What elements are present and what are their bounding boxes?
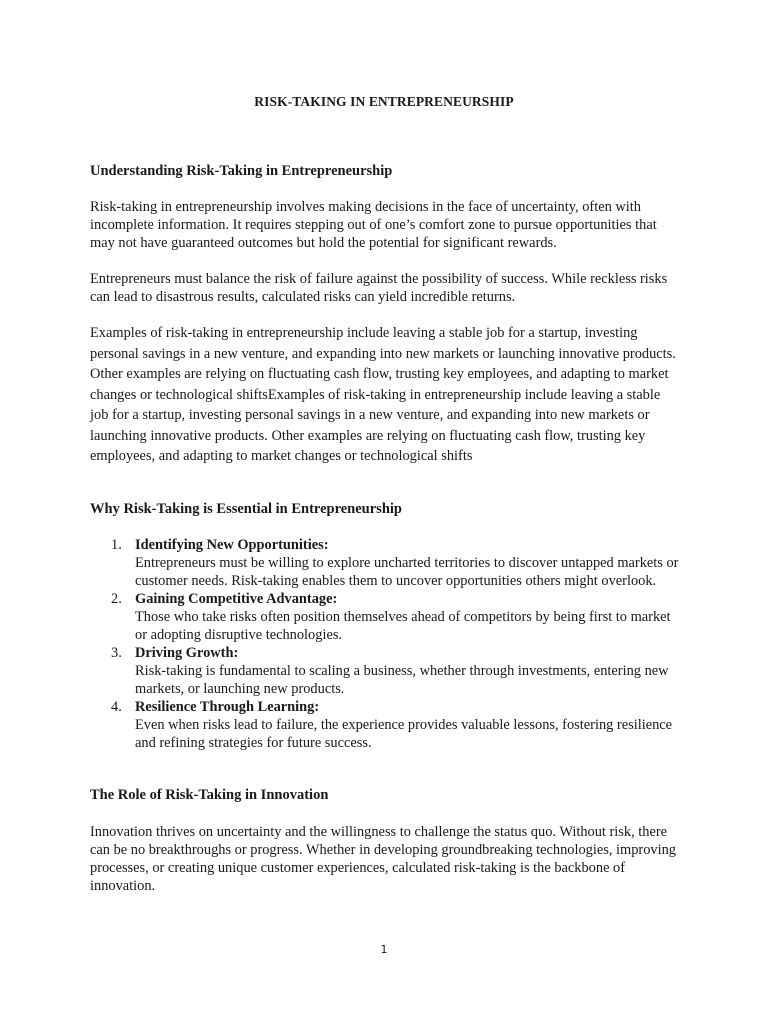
list-item: [90, 644, 680, 698]
list-item-number: 4.: [111, 699, 122, 715]
section-heading-innovation: The Role of Risk-Taking in Innovation: [90, 787, 329, 803]
list-item-body: Those who take risks often position themselves ahead of competitors by being first to market or adopting disruptive technologies.: [135, 609, 671, 643]
section-heading-why-essential: Why Risk-Taking is Essential in Entrepreneurship: [90, 501, 402, 517]
list-item-title: Identifying New Opportunities:: [135, 537, 329, 553]
reasons-list: [90, 536, 680, 752]
list-item-body: Even when risks lead to failure, the experience provides valuable lessons, fostering resilience and refining strategies for future success.: [135, 717, 673, 751]
list-item-title: Driving Growth:: [135, 645, 239, 661]
list-item: [90, 590, 680, 644]
list-item: [90, 536, 680, 590]
list-item-body: Risk-taking is fundamental to scaling a business, whether through investments, entering new markets, or launching new products.: [135, 663, 669, 697]
section-heading-understanding: Understanding Risk-Taking in Entrepreneurship: [90, 163, 393, 179]
list-item-title: Gaining Competitive Advantage:: [135, 591, 338, 607]
list-item: [90, 698, 680, 752]
page-number: 1: [380, 943, 388, 956]
list-item-number: 2.: [111, 591, 122, 607]
list-item-number: 3.: [111, 645, 122, 661]
paragraph-innovation: Innovation thrives on uncertainty and the willingness to challenge the status quo. Without risk, there can be no breakthroughs or progress. Whether in developing groundbreaking technologies, improving processes, or creating unique customer experiences, calculated risk-taking is the backbone of innovation.: [90, 824, 677, 894]
paragraph-balance: Entrepreneurs must balance the risk of failure against the possibility of success. While reckless risks can lead to disastrous results, calculated risks can yield incredible returns.: [90, 271, 668, 305]
list-item-body: Entrepreneurs must be willing to explore uncharted territories to discover untapped markets or customer needs. Risk-taking enables them to uncover opportunities others might overlook.: [135, 555, 679, 589]
list-item-number: 1.: [111, 537, 122, 553]
paragraph-definition: Risk-taking in entrepreneurship involves making decisions in the face of uncertainty, often with incomplete information. It requires stepping out of one’s comfort zone to pursue opportunities that may not have guaranteed outcomes but hold the potential for significant rewards.: [90, 199, 657, 251]
document-title: RISK-TAKING IN ENTREPRENEURSHIP: [254, 94, 514, 109]
list-item-title: Resilience Through Learning:: [135, 699, 320, 715]
paragraph-examples: Examples of risk-taking in entrepreneurship include leaving a stable job for a startup, investing personal savings in a new venture, and expanding into new markets or launching innovative products. Other examples are relying on fluctuating cash flow, trusting key employees, and adapting to market changes or technological shiftsExamples of risk-taking in entrepreneurship include leaving a stable job for a startup, investing personal savings in a new venture, and expanding into new markets or launching innovative products. Other examples are relying on fluctuating cash flow, trusting key employees, and adapting to market changes or technological shifts: [90, 325, 676, 464]
